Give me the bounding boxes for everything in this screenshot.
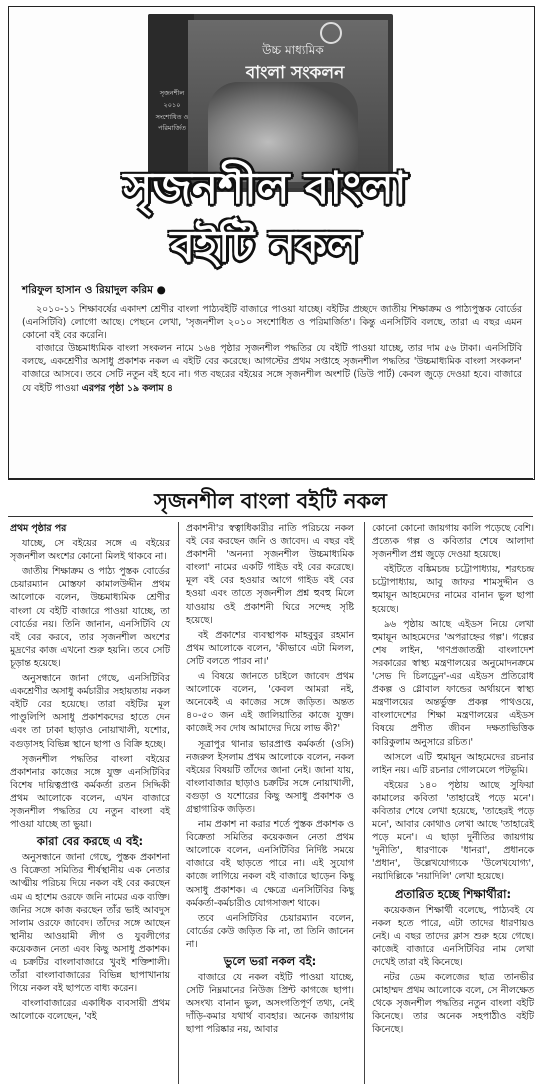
front-body-text [22,303,522,395]
column-divider [364,522,365,1084]
subheading: ভুলে ভরা নকল বই: [223,954,317,968]
subheading: কারা বের করছে এ বই: [36,834,144,849]
front-headline-line-2: বইটি নকল [170,221,360,272]
paragraph: অনুসন্ধানে জানা গেছে, পুস্তক প্রকাশনা ও বিক্রেতা সমিতির শীর্ষস্থানীয় এক নেতার আত্মীয় পরিচয় দিয়ে নকল বই বের করছেন এম এ হাশেম ওরফে জনি নামের এক ব্যক্তি। জনির সঙ্গে কাজ করছেন তাঁর ভাই আবদুস সালাম ওরফে জাবেদ। তাঁদের সঙ্গে আছেন স্থানীয় আওয়ামী লীগ ও যুবলীগের কয়েকজন নেতা এবং কিছু অসাধু প্রকাশক। এ চক্রটির বাংলাবাজারে খুবই শক্তিশালী। তাঁরা বাংলাবাজারের বিভিন্ন ছাপাখানায় গিয়ে নকল বই ছাপতে বাধ্য করেন। [10,852,170,995]
paragraph: আসলে এটি হুমায়ূন আহমেদের রচনার লাইন নয়। এটি রচনার গোলমেলে পটভূমি। [372,751,534,776]
cover-side-text: সংশোধিত ও পরিমার্জিত [155,113,189,132]
paragraph: বইটিতে বঙ্কিমচন্দ্র চট্টোপাধ্যায়, শরৎচন্দ্র চট্টোপাধ্যায়, আবু জাফর শামসুদ্দীন ও হুমায়ূন আহমেদের নামের বানান ভুল ছাপা হয়েছে। [372,564,534,615]
front-headline [30,160,500,276]
cover-side-text: সৃজনশীল [159,89,185,97]
paragraph: বাজারে যে নকল বইটি পাওয়া যাচ্ছে, সেটি নিম্নমানের নিউজ প্রিন্ট কাগজে ছাপা। অসংখ্য বানান ভুল, অসংগতিপূর্ণ তথ্য, নেই দাঁড়ি-কমার যথার্থ ব্যবহার। অনেক জায়গায় ছাপা পরিষ্কার নয়, আবার [186,972,354,1036]
paragraph: নটর ডেম কলেজের ছাত্র তানভীর মোহাম্মদ প্রথম আলোকে বলে, সে নীলক্ষেত থেকে সৃজনশীল পদ্ধতির নতুন বাংলা বইটি কিনেছে। তার অনেক সহপাঠীও বইটি কিনেছে। [372,972,534,1036]
paragraph: প্রকাশনী'র স্বত্বাধিকারীর নাতি পরিচয়ে নকল বই বের করছেন জনি ও জাবেদ। এ বছর বই প্রকাশনী 'অনন্যা সৃজনশীল উচ্চমাধ্যমিক বাংলা' নামের একটি গাইড বই বের করেছে। মূল বই বের হওয়ার আগে গাইড বই বের হওয়া এবং তাতে সৃজনশীল প্রশ্ন হুবহু মিলে যাওয়ায় ওই প্রকাশনী ঘিরে সন্দেহ সৃষ্টি হয়েছে। [186,523,354,626]
cover-subtitle: উচ্চ মাধ্যমিক [262,43,324,57]
paragraph: নাম প্রকাশ না করার শর্তে পুস্তক প্রকাশক ও বিক্রেতা সমিতির কয়েকজন নেতা প্রথম আলোকে বলেন, এনসিটিবির নির্দিষ্ট সময়ে বাজারে বই ছাড়তে পারে না। এই সুযোগ কাজে লাগিয়ে নকল বই বাজারে ছাড়েন কিছু অসাধু প্রকাশক। এ ক্ষেত্রে এনসিটিবির কিছু কর্মকর্তা-কর্মচারীও যোগসাজশ থাকে। [186,819,354,909]
paragraph: কয়েকজন শিক্ষার্থী বলেছে, পাঠ্যবই যে নকল হতে পারে, এটা তাদের ধারণায়ও নেই। এ বছর তাদের ক্লাস শুরু হয়ে গেছে। কাজেই বাজারে এনসিটিবির নাম লেখা দেখেই তারা বই কিনেছে। [372,904,534,968]
front-headline-line-1: সৃজনশীল বাংলা [123,163,407,214]
paragraph: অনুসন্ধানে জানা গেছে, এনসিটিবির একশ্রেণীর অসাধু কর্মচারীর সহায়তায় নকল বইটি বের হয়েছে। তারা বইটির মূল পাণ্ডুলিপি অসাধু প্রকাশকদের হাতে দেন এবং তা ঢাকা ছাড়াও নোয়াখালী, যশোর, বগুড়াসহ বিভিন্ন স্থানে ছাপা ও বিক্রি হচ্ছে। [10,673,170,750]
byline: শরিফুল হাসান ও রিয়াদুল করিম ● [22,284,166,296]
continuation-jump-line: এরপর পৃষ্ঠা ১৯ কলাম ৪ [81,382,173,394]
continuation-lead: প্রথম পৃষ্ঠার পর [10,523,67,534]
article-column-1 [10,522,170,1025]
paragraph: এ বিষয়ে জানতে চাইলে জাবেদ প্রথম আলোকে বলেন, 'কেবল আমরা নই, অনেকেই এ কাজের সঙ্গে জড়িত। অন্তত ৪০-৫০ জন এই জালিয়াতির কাজে যুক্ত। কাজেই সব দোষ আমাদের দিয়ে লাভ কী?' [186,671,354,735]
paragraph: ৯৬ পৃষ্ঠায় আছে এইডস নিয়ে লেখা হুমায়ূন আহমেদের 'অপরাহ্নের গল্প'। গল্পের শেষ লাইন, 'গণপ্রজাতন্ত্রী বাংলাদেশ সরকারের স্বাস্থ্য মন্ত্রণালয়ের অনুমোদনক্রমে 'সেভ দি চিলড্রেন'-এর এইডস প্রতিরোধ প্রকল্প ও গ্লোবাল ফান্ডের অর্থায়নে স্বাস্থ্য মন্ত্রণালয়ের অন্তর্ভুক্ত প্রকল্প পাথওয়ে, বাংলাদেশের শিক্ষা মন্ত্রণালয়ের এইডস বিষয়ে প্রণীত জীবন দক্ষতাভিত্তিক কারিকুলাম অনুসারে রচিত।' [372,618,534,748]
paragraph: সৃজনশীল পদ্ধতির বাংলা বইয়ের প্রকাশনার কাজের সঙ্গে যুক্ত এনসিটিবির বিশেষ দায়িত্বপ্রাপ্ত কর্মকর্তা রতন সিদ্দিকী প্রথম আলোকে বলেন, এখন বাজারে সৃজনশীল পদ্ধতির যে নতুন বাংলা বই পাওয়া যাচ্ছে তা ভুয়া। [10,753,170,831]
headline-rule [8,516,533,517]
section-divider [8,478,533,480]
paragraph: কোনো কোনো জায়গায় কালি পড়েছে বেশি। প্রত্যেক গল্প ও কবিতার শেষে আলাদা সৃজনশীল প্রশ্ন জুড়ে দেওয়া হয়েছে। [372,523,534,561]
paragraph: বই প্রকাশের ব্যবস্থাপক মাহবুবুর রহমান প্রথম আলোকে বলেন, 'কীভাবে এটা মিলল, সেটি বলতে পারব না।' [186,629,354,667]
cover-side-text: ২০১০ [163,101,181,109]
front-paragraph [22,342,522,394]
paragraph: বাংলাবাজারের একাধিক ব্যবসায়ী প্রথম আলোকে বলেছেন, 'বই [10,998,170,1023]
article-column-3 [372,522,534,1039]
article-headline: সৃজনশীল বাংলা বইটি নকল [154,489,387,513]
paragraph: যাচ্ছে, সে বইয়ের সঙ্গে এ বইয়ের সৃজনশীল অংশের কোনো মিলই থাকবে না। [10,538,170,563]
paragraph: জাতীয় শিক্ষাক্রম ও পাঠ্য পুস্তক বোর্ডের চেয়ারম্যান মোস্তফা কামালউদ্দীন প্রথম আলোকে বলেন, উচ্চমাধ্যমিক শ্রেণীর বাংলা যে বইটি বাজারে পাওয়া যাচ্ছে, তা বোর্ডের নয়। তিনি জানান, এনসিটিবি যে বই বের করবে, তার সৃজনশীল অংশের মুদ্রণের কাজ এখনো শুরু হয়নি। তবে সেটি চূড়ান্ত হয়েছে। [10,566,170,669]
column-divider [178,522,179,1084]
paragraph: সূত্রাপুর থানার ভারপ্রাপ্ত কর্মকর্তা (ওসি) নজরুল ইসলাম প্রথম আলোকে বলেন, নকল বইয়ের বিষয়টি তাঁদের জানা নেই। জানা যায়, বাংলাবাজার ছাড়াও চক্রটির সঙ্গে নোয়াখালী, বগুড়া ও যশোরের কিছু অসাধু প্রকাশক ও গ্রন্থাগারিক জড়িত। [186,738,354,815]
front-paragraph: ২০১০-১১ শিক্ষাবর্ষের একাদশ শ্রেণীর বাংলা পাঠ্যবইটি বাজারে পাওয়া যাচ্ছে। বইটির প্রচ্ছদে জাতীয় শিক্ষাক্রম ও পাঠ্যপুস্তক বোর্ডের (এনসিটিবি) লোগো আছে। পেছনে লেখা, 'সৃজনশীল ২০১০ সংশোধিত ও পরিমার্জিত'। কিন্তু এনসিটিবি বলছে, তারা এ বছর এমন কোনো বই বের করেনি। [22,304,522,342]
cover-title: বাংলা সংকলন [245,63,345,83]
subheading: প্রতারিত হচ্ছে শিক্ষার্থীরা: [394,886,512,901]
article-column-2 [186,522,354,1039]
paragraph: তবে এনসিটিবির চেয়ারম্যান বলেন, বোর্ডের কেউ জড়িত কি না, তা তিনি জানেন না। [186,912,354,950]
front-paragraph-text: বাজারে উচ্চমাধ্যমিক বাংলা সংকলন নামে ১৬৪ পৃষ্ঠার সৃজনশীল পদ্ধতির যে বইটি পাওয়া যাচ্ছে, তার দাম ৫৬ টাকা। এনসিটিবি বলছে, একশ্রেণীর অসাধু প্রকাশক নকল এ বইটি বের করেছে। আগস্টের প্রথম সপ্তাহে সৃজনশীল পদ্ধতির 'উচ্চমাধ্যমিক বাংলা সংকলন' বাজারে আসবে। তবে সেটি নতুন বই হবে না। গত বছরের বইয়ের সঙ্গে সৃজনশীল অংশটি (ডিউ পার্ট) কেবল জুড়ে দেওয়া হবে। বাজারে যে বইটি পাওয়া [22,343,522,394]
paragraph: বইয়ের ১৪০ পৃষ্ঠায় আছে সুফিয়া কামালের কবিতা 'তাহারেই পড়ে মনে'। কবিতার শেষে লেখা হয়েছে, 'তাহেরই পড়ে মনে', আবার কোথাও লেখা আছে 'তাহারেই পড়ে মনে'। এ ছাড়া দুর্নীতির জায়গায় 'দুনীতি', ধারণাকে 'ধানরা', প্রধানকে 'প্রধান', উল্লেখযোগ্যকে 'উলেখযোগ্য', নয়াদিল্লিকে 'নয়াদিলি' লেখা হয়েছে। [372,779,534,883]
nctb-logo-icon [320,22,342,44]
